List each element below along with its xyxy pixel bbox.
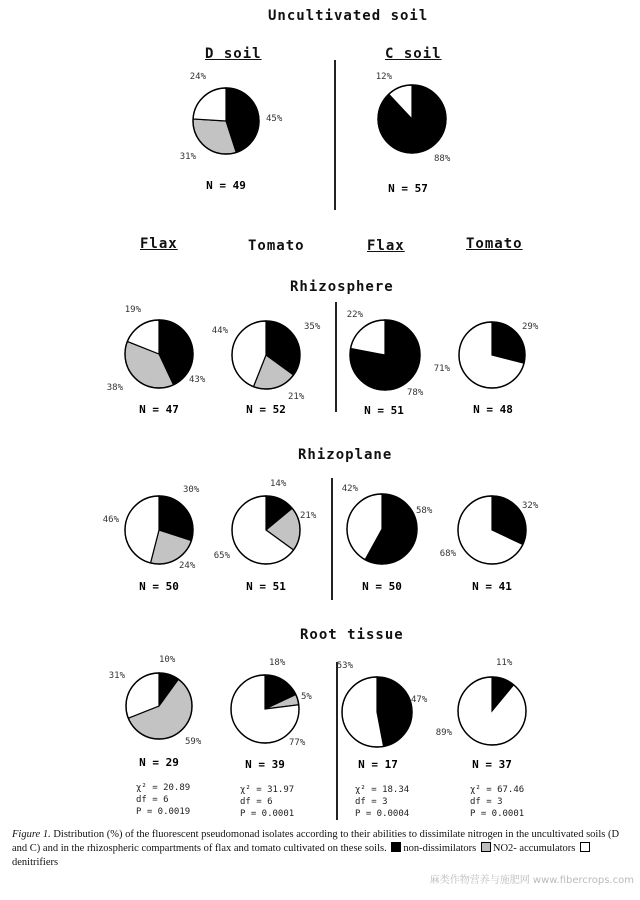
legend-swatch-no2-accumulators (481, 842, 491, 852)
percent-label: 24% (179, 561, 196, 571)
pie-uncult-d (180, 72, 283, 192)
percent-label: 43% (189, 375, 206, 385)
legend-no2-accumulators: NO2- accumulators (492, 843, 576, 854)
percent-label: 31% (108, 671, 125, 681)
percent-label: 89% (435, 728, 452, 738)
percent-label: 68% (439, 549, 456, 559)
rhizosphere-header: Rhizosphere (290, 279, 394, 295)
tomato-right-header: Tomato (466, 236, 523, 252)
percent-label: 29% (522, 322, 539, 332)
sample-size-label: N = 48 (473, 403, 513, 416)
percent-label: 32% (522, 501, 539, 511)
pie-rp-d-flax (103, 485, 200, 593)
sample-size-label: N = 37 (472, 758, 512, 771)
sample-size-label: N = 49 (206, 179, 246, 192)
percent-label: 42% (341, 484, 358, 494)
d-soil-header: D soil (205, 46, 262, 62)
flax-right-header: Flax (367, 238, 405, 254)
sample-size-label: N = 39 (245, 758, 285, 771)
percent-label: 21% (288, 392, 305, 402)
percent-label: 5% (301, 692, 312, 702)
sample-size-label: N = 57 (388, 182, 428, 195)
stat-line: df = 6 (136, 795, 169, 805)
pie-rp-c-flax (342, 484, 433, 593)
pie-rp-c-tomato (440, 496, 539, 593)
pie-rs-d-tomato (212, 321, 321, 416)
percent-label: 14% (270, 479, 287, 489)
sample-size-label: N = 47 (139, 403, 179, 416)
sample-size-label: N = 17 (358, 758, 398, 771)
percent-label: 10% (159, 655, 176, 665)
root-tissue-header: Root tissue (300, 627, 404, 643)
pie-uncult-c (376, 72, 451, 195)
pie-rt-d-tomato (231, 658, 312, 819)
stat-line: χ² = 20.89 (136, 783, 191, 793)
pie-rp-d-tomato (214, 479, 317, 593)
percent-label: 38% (106, 383, 123, 393)
percent-label: 47% (411, 695, 428, 705)
sample-size-label: N = 51 (246, 580, 286, 593)
percent-label: 44% (211, 326, 228, 336)
percent-label: 65% (213, 551, 230, 561)
percent-label: 22% (346, 310, 363, 320)
stat-line: P = 0.0004 (355, 809, 410, 819)
stat-line: χ² = 18.34 (355, 785, 410, 795)
stat-line: P = 0.0001 (470, 809, 525, 819)
percent-label: 59% (185, 737, 202, 747)
pie-rt-d-flax (109, 655, 202, 817)
percent-label: 71% (433, 364, 450, 374)
flax-left-header: Flax (140, 236, 178, 252)
legend-denitrifiers: denitrifiers (12, 857, 59, 868)
figure-caption (12, 828, 630, 870)
watermark: 麻类作物营养与施肥网 www.fibercrops.com (429, 875, 634, 886)
pie-rs-c-tomato (434, 322, 539, 416)
caption-figure-label: Figure 1. (12, 829, 51, 840)
stat-line: χ² = 31.97 (240, 785, 295, 795)
percent-label: 46% (102, 515, 119, 525)
slice-denitrifiers (342, 677, 384, 747)
percent-label: 77% (289, 738, 306, 748)
stat-line: P = 0.0001 (240, 809, 295, 819)
sample-size-label: N = 50 (362, 580, 402, 593)
percent-label: 78% (407, 388, 424, 398)
percent-label: 31% (179, 152, 196, 162)
percent-label: 35% (304, 322, 321, 332)
legend-swatch-non-dissimilators (391, 842, 401, 852)
sample-size-label: N = 51 (364, 404, 404, 417)
sample-size-label: N = 52 (246, 403, 286, 416)
percent-label: 19% (124, 305, 141, 315)
stat-line: χ² = 67.46 (470, 785, 525, 795)
percent-label: 30% (183, 485, 200, 495)
rhizoplane-header: Rhizoplane (298, 447, 393, 463)
percent-label: 58% (416, 506, 433, 516)
pie-rs-c-flax (347, 310, 424, 417)
tomato-left-header: Tomato (248, 238, 305, 254)
stat-line: df = 6 (240, 797, 273, 807)
percent-label: 18% (269, 658, 286, 668)
percent-label: 88% (434, 154, 451, 164)
figure-title: Uncultivated soil (268, 8, 429, 24)
caption-text: Distribution (%) of the fluorescent pseudomonad isolates according to their abilities to dissimilate nitrogen in the uncultivated soils (D and C) and in the rhizospheric compartments of flax and tomato cultivated on these soils. (12, 829, 620, 854)
legend-non-dissimilators: non-dissimilators (403, 843, 477, 854)
pie-rt-c-tomato (436, 658, 526, 819)
sample-size-label: N = 29 (139, 756, 179, 769)
percent-label: 11% (496, 658, 513, 668)
percent-label: 21% (300, 511, 317, 521)
pie-rt-c-flax (337, 661, 428, 819)
slice-non-dissimilators (377, 677, 412, 746)
stat-line: df = 3 (355, 797, 388, 807)
stat-line: P = 0.0019 (136, 807, 191, 817)
percent-label: 53% (336, 661, 353, 671)
legend-swatch-denitrifiers (580, 842, 590, 852)
percent-label: 12% (375, 72, 392, 82)
sample-size-label: N = 50 (139, 580, 179, 593)
c-soil-header: C soil (385, 46, 442, 62)
percent-label: 45% (266, 114, 283, 124)
percent-label: 24% (189, 72, 206, 82)
stat-line: df = 3 (470, 797, 503, 807)
sample-size-label: N = 41 (472, 580, 512, 593)
pie-rs-d-flax (107, 305, 206, 416)
